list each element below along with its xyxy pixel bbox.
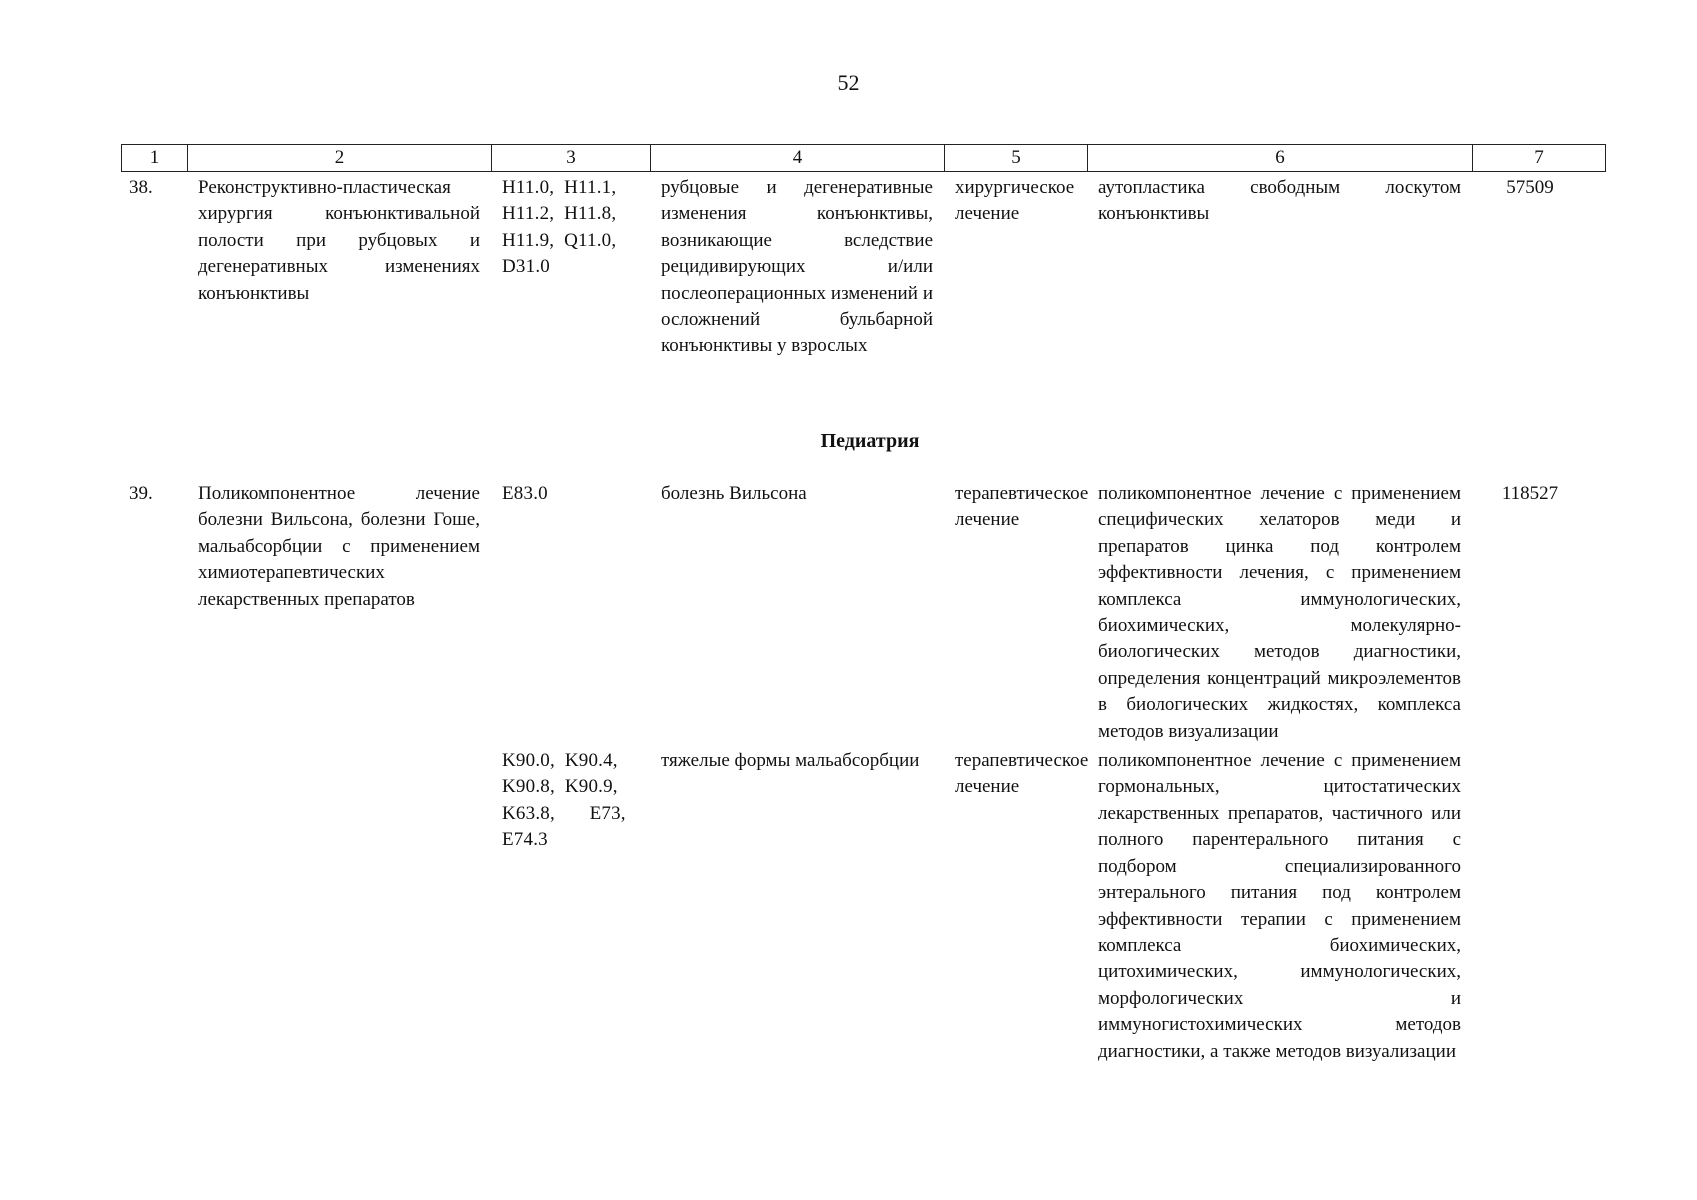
header-col-5: 5 [944,145,1087,171]
cost-value: 57509 [1506,177,1554,198]
treatment-type: хирургическое лечение [955,177,1075,225]
table-row [121,745,1606,1065]
header-col-1: 1 [121,145,187,171]
patient-model: болезнь Вильсона [661,483,807,504]
services-table [121,144,1606,360]
patient-model: рубцовые и дегенеративные изменения конъюнктивы, возникающие вследствие рецидивирующих и/или послеоперационных изменений и осложнений бульбарной конъюнктивы у взрослых [661,177,933,357]
table-row [121,478,1606,745]
treatment-method: поликомпонентное лечение с применением гормональных, цитостатических лекарственных препаратов, частичного или полного парентерального питания с подбором специализированного энтерального питания под контролем эффективности терапии с применением комплекса биохимических, цитохимических, иммунологических, морфологических и иммуногистохимических методов диагностики, а также методов визуализации [1098,750,1461,1062]
header-col-3: 3 [491,145,650,171]
treatment-type: терапевтическое лечение [955,483,1089,531]
header-col-4: 4 [650,145,944,171]
service-name: Реконструктивно-пластическая хирургия конъюнктивальной полости при рубцовых и дегенеративных изменениях конъюнктивы [198,177,480,304]
icd-codes: E83.0 [502,483,548,504]
patient-model: тяжелые формы мальабсорбции [661,750,920,772]
cost-value: 118527 [1501,483,1559,504]
section-title: Педиатрия [820,430,920,452]
service-name: Поликомпонентное лечение болезни Вильсона, болезни Гоше, мальабсорбции с применением химиотерапевтических лекарственных препаратов [198,483,480,610]
page-number: 52 [837,70,860,95]
service-name [187,745,491,1065]
cost-value [1472,745,1606,1065]
treatment-type: терапевтическое лечение [955,750,1089,798]
services-table-continued [121,478,1606,1065]
header-col-2: 2 [187,145,491,171]
icd-codes: K90.0, K90.4, K90.8, K90.9, K63.8, E73, E74.3 [502,750,626,851]
header-col-7: 7 [1472,145,1606,171]
row-number: 38. [129,177,153,198]
row-number [121,745,187,1065]
row-number: 39. [129,483,153,504]
treatment-method: поликомпонентное лечение с применением специфических хелаторов меди и препаратов цинка под контролем эффективности лечения, с применением комплекса иммунологических, биохимических, молекулярно-биологических методов диагностики, определения концентраций микроэлементов в биологических жидкостях, комплекса методов визуализации [1098,483,1461,742]
table-row [121,172,1606,360]
header-col-6: 6 [1087,145,1472,171]
icd-codes: H11.0, H11.1, H11.2, H11.8, H11.9, Q11.0, D31.0 [502,177,617,278]
table-header-row [121,144,1606,172]
treatment-method: аутопластика свободным лоскутом конъюнктивы [1098,177,1461,225]
